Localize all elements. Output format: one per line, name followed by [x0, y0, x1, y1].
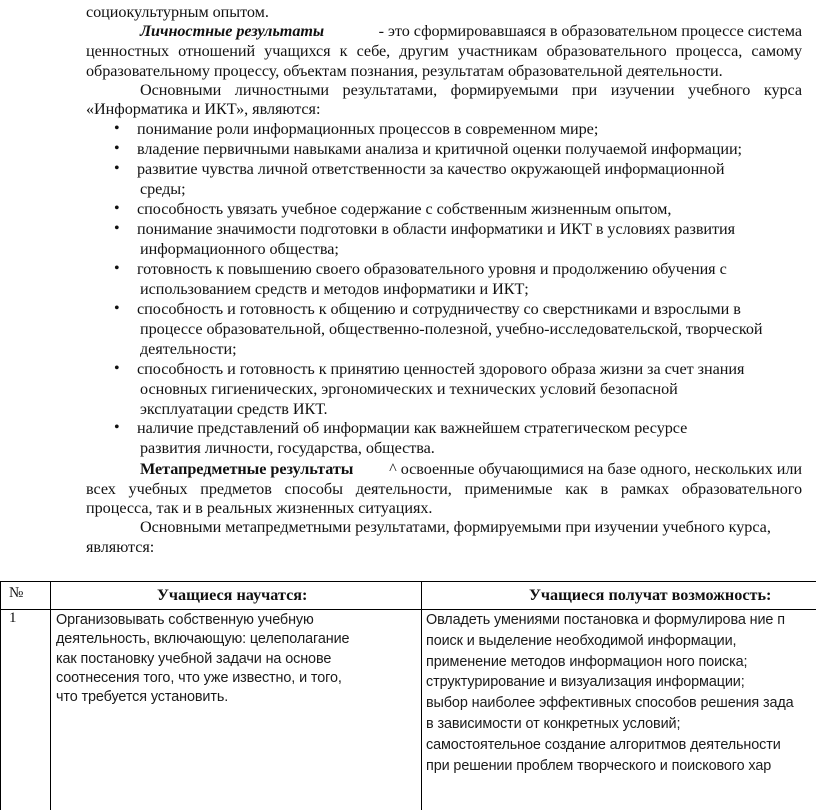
- personal-results-line: [140, 21, 802, 41]
- bullet-icon: •: [114, 120, 120, 137]
- list-item: развития личности, государства, общества.: [140, 438, 435, 457]
- cell-line: выбор наиболее эффективных способов решения зада: [426, 695, 794, 712]
- list-item: способность и готовность к общению и сотрудничеству со сверстниками и взрослыми в: [137, 300, 741, 318]
- list-item: процессе образовательной, общественно-полезной, учебно-исследовательской, творческой: [140, 319, 763, 338]
- list-item: понимание роли информационных процессов в современном мире;: [137, 120, 599, 138]
- list-item: деятельности;: [140, 339, 237, 358]
- bullet-icon: •: [114, 260, 120, 277]
- table-border: [421, 581, 422, 810]
- list-item: использованием средств и методов информатики и ИКТ;: [140, 279, 529, 298]
- bullet-icon: •: [114, 160, 120, 177]
- list-item: развитие чувства личной ответственности за качество окружающей информационной: [137, 160, 725, 178]
- meta-results-line: [140, 459, 802, 479]
- meta-results-label: Метапредметные результаты: [140, 460, 354, 478]
- paragraph-line: ценностных отношений учащихся к себе, другим участникам образовательного процесса, самому: [86, 42, 802, 60]
- table-header-learn: Учащиеся научатся:: [157, 586, 308, 604]
- list-item: эксплуатации средств ИКТ.: [140, 399, 328, 418]
- cell-line: применение методов информацион ного поиска;: [426, 653, 748, 670]
- list-item: среды;: [140, 179, 186, 198]
- bullet-icon: •: [114, 140, 120, 157]
- table-border: [0, 581, 1, 810]
- table-row-number: 1: [9, 610, 17, 626]
- bullet-icon: •: [114, 360, 120, 377]
- paragraph-line: «Информатика и ИКТ», являются:: [86, 100, 321, 118]
- bullet-icon: •: [114, 220, 120, 237]
- list-item: способность и готовность к принятию ценностей здорового образа жизни за счет знания: [137, 360, 745, 378]
- table-header-number: №: [9, 585, 24, 601]
- cell-line: при решении проблем творческого и поискового хар: [426, 757, 772, 774]
- bullet-icon: •: [114, 419, 120, 436]
- paragraph-line: образовательному процессу, объектам познания, результатам образовательной деятельности.: [86, 62, 723, 80]
- cell-line: как постановку учебной задачи на основе: [56, 650, 332, 667]
- table-border: [50, 581, 51, 810]
- paragraph-line: Основными метапредметными результатами, формируемыми при изучении учебного курса,: [140, 518, 771, 536]
- personal-results-definition: - это сформировавшаяся в образовательном процессе система: [378, 22, 802, 40]
- cell-line: структурирование и визуализация информации;: [426, 674, 745, 691]
- cell-line: Организовывать собственную учебную: [56, 612, 314, 628]
- cell-line: в зависимости от конкретных условий;: [426, 716, 681, 732]
- paragraph-line: являются:: [86, 538, 155, 556]
- cell-line: соотнесения того, что уже известно, и того,: [56, 669, 342, 686]
- paragraph-line: процесса, так и в реальных жизненных ситуациях.: [86, 499, 433, 517]
- list-item: наличие представлений об информации как важнейшем стратегическом ресурсе: [137, 419, 688, 437]
- bullet-icon: •: [114, 300, 120, 317]
- cell-line: Овладеть умениями постановка и формулирова ние п: [426, 612, 785, 628]
- paragraph-line: Основными личностными результатами, формируемыми при изучении учебного курса: [140, 81, 802, 99]
- list-item: способность увязать учебное содержание с собственным жизненным опытом,: [137, 200, 672, 218]
- cell-line: что требуется установить.: [56, 689, 229, 706]
- paragraph-line: всех учебных предметов способы деятельности, применимые как в рамках образовательного: [86, 480, 802, 498]
- list-item: владение первичными навыками анализа и критичной оценки получаемой информации;: [137, 140, 743, 158]
- table-border: [0, 609, 816, 610]
- list-item: основных гигиенических, эргономических и технических условий безопасной: [140, 379, 678, 398]
- bullet-icon: •: [114, 200, 120, 217]
- paragraph-line: социокультурным опытом.: [86, 3, 269, 21]
- list-item: понимание значимости подготовки в области информатики и ИКТ в условиях развития: [137, 220, 736, 238]
- personal-results-label: Личностные результаты: [140, 22, 325, 40]
- list-item: готовность к повышению своего образовательного уровня и продолжению обучения с: [137, 260, 727, 278]
- table-border: [0, 581, 816, 582]
- table-header-opportunity: Учащиеся получат возможность:: [529, 586, 772, 604]
- cell-line: поиск и выделение необходимой информации,: [426, 632, 737, 649]
- meta-results-definition: ^ освоенные обучающимися на базе одного, нескольких или: [389, 460, 802, 478]
- cell-line: самостоятельное создание алгоритмов деятельности: [426, 736, 781, 753]
- cell-line: деятельность, включающую: целеполагание: [56, 631, 350, 648]
- list-item: информационного общества;: [140, 239, 339, 258]
